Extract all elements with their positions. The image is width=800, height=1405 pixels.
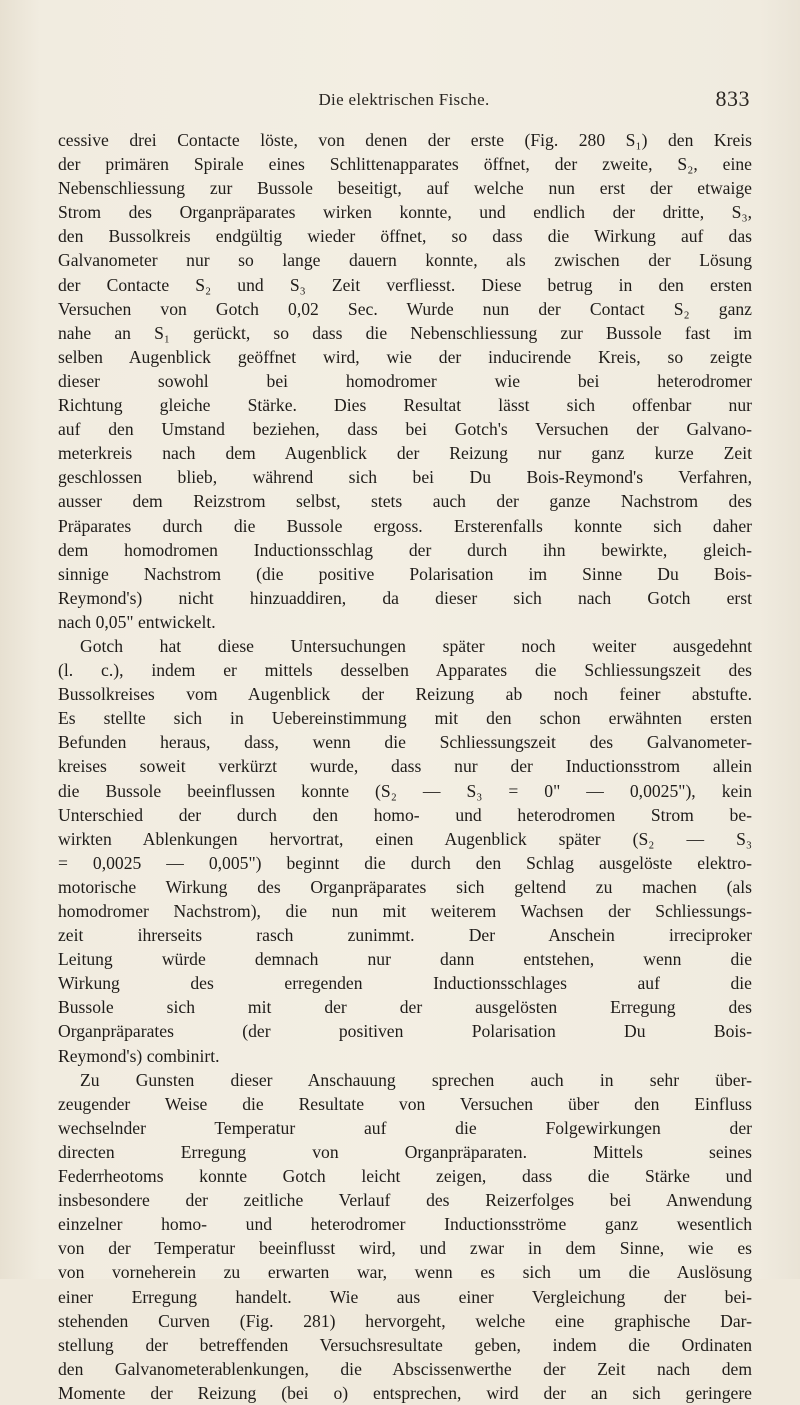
text-line: Wirkung des erregenden Inductionsschlages auf die [58, 973, 752, 994]
text-line: Galvanometer nur so lange dauern konnte, als zwischen der Lösung [58, 250, 752, 271]
text-line: von vorneherein zu erwarten war, wenn es sich um die Auslösung [58, 1262, 752, 1283]
text-line: der Contacte S₂ und S₃ Zeit verfliesst. Diese betrug in den ersten [58, 274, 752, 295]
text-line: Organpräparates (der positiven Polarisation Du Bois- [58, 1021, 752, 1042]
text-line: den Bussolkreis endgültig wieder öffnet, so dass die Wirkung auf das [58, 226, 752, 247]
text-line: wirkten Ablenkungen hervortrat, einen Augenblick später (S₂ — S₃ [58, 828, 752, 849]
running-title: Die elektrischen Fische. [318, 90, 490, 109]
text-line: (l. c.), indem er mittels desselben Apparates die Schliessungszeit des [58, 660, 752, 681]
text-line: nahe an S₁ gerückt, so dass die Nebenschliessung zur Bussole fast im [58, 322, 752, 343]
text-line: auf den Umstand beziehen, dass bei Gotch's Versuchen der Galvano- [58, 419, 752, 440]
text-line: directen Erregung von Organpräparaten. Mittels seines [58, 1141, 752, 1162]
text-line: Gotch hat diese Untersuchungen später noch weiter ausgedehnt [80, 635, 752, 656]
text-line: ausser dem Reizstrom selbst, stets auch der ganze Nachstrom des [58, 491, 752, 512]
text-line: meterkreis nach dem Augenblick der Reizung nur ganz kurze Zeit [58, 443, 752, 464]
text-line: Bussolkreises vom Augenblick der Reizung ab noch feiner abstufte. [58, 684, 752, 705]
text-line: insbesondere der zeitliche Verlauf des Reizerfolges bei Anwendung [58, 1190, 752, 1211]
text-line: cessive drei Contacte löste, von denen der erste (Fig. 280 S₁) den Kreis [58, 130, 752, 150]
text-line: der primären Spirale eines Schlittenapparates öffnet, der zweite, S₂, eine [58, 154, 752, 175]
text-line: die Bussole beeinflussen konnte (S₂ — S₃ = 0" — 0,0025"), kein [58, 780, 752, 801]
text-line: Unterschied der durch den homo- und heterodromen Strom be- [58, 804, 752, 825]
text-line: homodromer Nachstrom), die nun mit weiterem Wachsen der Schliessungs- [58, 901, 752, 921]
text-line: zeugender Weise die Resultate von Versuchen über den Einfluss [58, 1093, 752, 1114]
text-line: zeit ihrerseits rasch zunimmt. Der Anschein irreciproker [58, 925, 752, 946]
text-line: selben Augenblick geöffnet wird, wie der inducirende Kreis, so zeigte [58, 346, 752, 367]
text-line: Leitung würde demnach nur dann entstehen, wenn die [58, 949, 752, 970]
text-line: Zu Gunsten dieser Anschauung sprechen auch in sehr über- [80, 1069, 752, 1090]
text-line: Federrheotoms konnte Gotch leicht zeigen, dass die Stärke und [58, 1166, 752, 1187]
text-line: Reymond's) nicht hinzuaddiren, da dieser sich nach Gotch erst [58, 587, 752, 608]
text-line: den Galvanometerablenkungen, die Abscissenwerthe der Zeit nach dem [58, 1358, 752, 1379]
page-number: 833 [715, 86, 750, 111]
text-line: kreises soweit verkürzt wurde, dass nur der Inductionsstrom allein [58, 756, 752, 777]
text-line: Reymond's) combinirt. [58, 1045, 220, 1066]
text-line: stellung der betreffenden Versuchsresultate geben, indem die Ordinaten [58, 1334, 752, 1355]
text-line: = 0,0025 — 0,005") beginnt die durch den Schlag ausgelöste elektro- [58, 852, 752, 873]
text-line: Bussole sich mit der der ausgelösten Erregung des [58, 997, 752, 1018]
text-line: dem homodromen Inductionsschlag der durch ihn bewirkte, gleich- [58, 539, 752, 560]
body-text [58, 128, 752, 1405]
text-line: Momente der Reizung (bei o) entsprechen, wird der an sich geringere [58, 1382, 752, 1403]
text-line: Versuchen von Gotch 0,02 Sec. Wurde nun der Contact S₂ ganz [58, 298, 752, 319]
text-line: einzelner homo- und heterodromer Inductionsströme ganz wesentlich [58, 1214, 752, 1235]
text-line: wechselnder Temperatur auf die Folgewirkungen der [58, 1117, 752, 1138]
text-line: geschlossen blieb, während sich bei Du Bois-Reymond's Verfahren, [58, 467, 752, 488]
page-header [58, 86, 750, 116]
text-line: motorische Wirkung des Organpräparates sich geltend zu machen (als [58, 876, 752, 897]
text-line: Befunden heraus, dass, wenn die Schliessungszeit des Galvanometer- [58, 732, 752, 753]
text-line: sinnige Nachstrom (die positive Polarisation im Sinne Du Bois- [58, 563, 752, 584]
text-line: stehenden Curven (Fig. 281) hervorgeht, welche eine graphische Dar- [58, 1310, 752, 1331]
text-line: Es stellte sich in Uebereinstimmung mit den schon erwähnten ersten [58, 708, 752, 729]
text-line: dieser sowohl bei homodromer wie bei heterodromer [58, 370, 752, 391]
text-line: einer Erregung handelt. Wie aus einer Vergleichung der bei- [58, 1286, 752, 1307]
text-line: nach 0,05" entwickelt. [58, 611, 216, 632]
text-line: von der Temperatur beeinflusst wird, und zwar in dem Sinne, wie es [58, 1238, 752, 1259]
text-line: Nebenschliessung zur Bussole beseitigt, auf welche nun erst der etwaige [58, 178, 752, 199]
text-line: Präparates durch die Bussole ergoss. Ersterenfalls konnte sich daher [58, 515, 752, 536]
text-line: Richtung gleiche Stärke. Dies Resultat lässt sich offenbar nur [58, 395, 752, 416]
text-line: Strom des Organpräparates wirken konnte, und endlich der dritte, S₃, [58, 202, 752, 223]
